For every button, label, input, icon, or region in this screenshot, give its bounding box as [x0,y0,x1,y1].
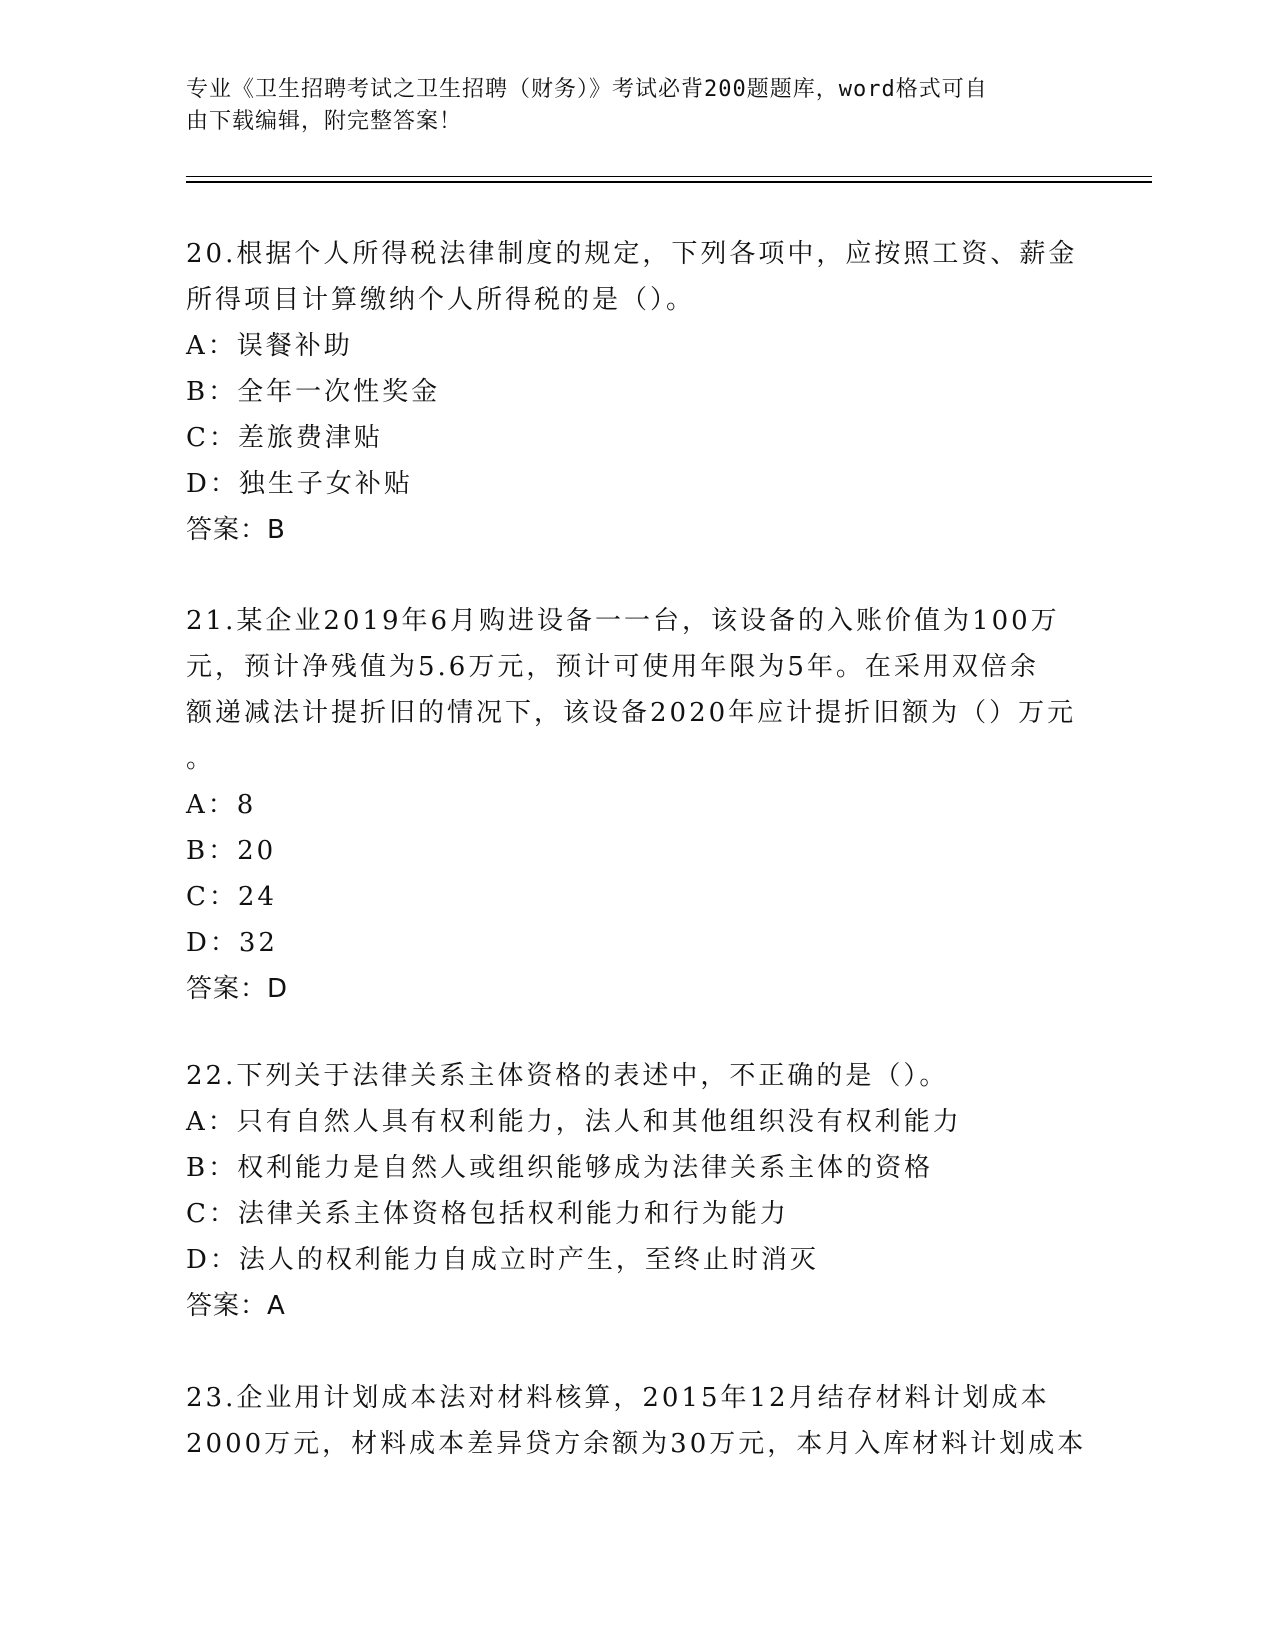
question-stem-line: 额递减法计提折旧的情况下，该设备2020年应计提折旧额为（）万元 [186,698,1077,728]
option-c: C：24 [186,882,277,912]
question-21 [186,598,1146,1012]
answer-line: 答案：D [186,974,289,1004]
question-stem-line: 2000万元，材料成本差异贷方余额为30万元，本月入库材料计划成本 [186,1429,1087,1459]
option-a: A：8 [186,790,257,820]
question-23 [186,1375,1146,1467]
option-d: D：法人的权利能力自成立时产生，至终止时消灭 [186,1245,819,1275]
question-stem-line: 。 [186,744,216,774]
option-list [186,323,1146,507]
question-stem-line: 20.根据个人所得税法律制度的规定，下列各项中，应按照工资、薪金 [186,239,1078,269]
option-b: B：全年一次性奖金 [186,377,441,407]
option-d: D：32 [186,928,278,958]
option-a: A：只有自然人具有权利能力，法人和其他组织没有权利能力 [186,1107,962,1137]
option-b: B：权利能力是自然人或组织能够成为法律关系主体的资格 [186,1153,934,1183]
document-header [186,74,1086,138]
option-a: A：误餐补助 [186,331,353,361]
answer-line: 答案：B [186,515,286,545]
option-d: D：独生子女补贴 [186,469,413,499]
option-list [186,1099,1146,1283]
question-stem-line: 22.下列关于法律关系主体资格的表述中，不正确的是（）。 [186,1061,949,1091]
question-stem-line: 所得项目计算缴纳个人所得税的是（）。 [186,285,696,315]
answer-line: 答案：A [186,1291,286,1321]
header-line-1: 专业《卫生招聘考试之卫生招聘（财务）》考试必背200题题库，word格式可自 [186,77,988,102]
question-22 [186,1053,1146,1329]
option-list [186,782,1146,966]
option-b: B：20 [186,836,277,866]
question-stem-line: 元，预计净残值为5.6万元，预计可使用年限为5年。在采用双倍余 [186,652,1039,682]
option-c: C：差旅费津贴 [186,423,383,453]
header-line-2: 由下载编辑，附完整答案！ [186,109,463,134]
option-c: C：法律关系主体资格包括权利能力和行为能力 [186,1199,789,1229]
header-divider-thick [186,181,1152,183]
header-divider-thin [186,176,1152,177]
question-stem-line: 21.某企业2019年6月购进设备一一台，该设备的入账价值为100万 [186,606,1060,636]
question-20 [186,231,1146,553]
question-stem-line: 23.企业用计划成本法对材料核算，2015年12月结存材料计划成本 [186,1383,1050,1413]
